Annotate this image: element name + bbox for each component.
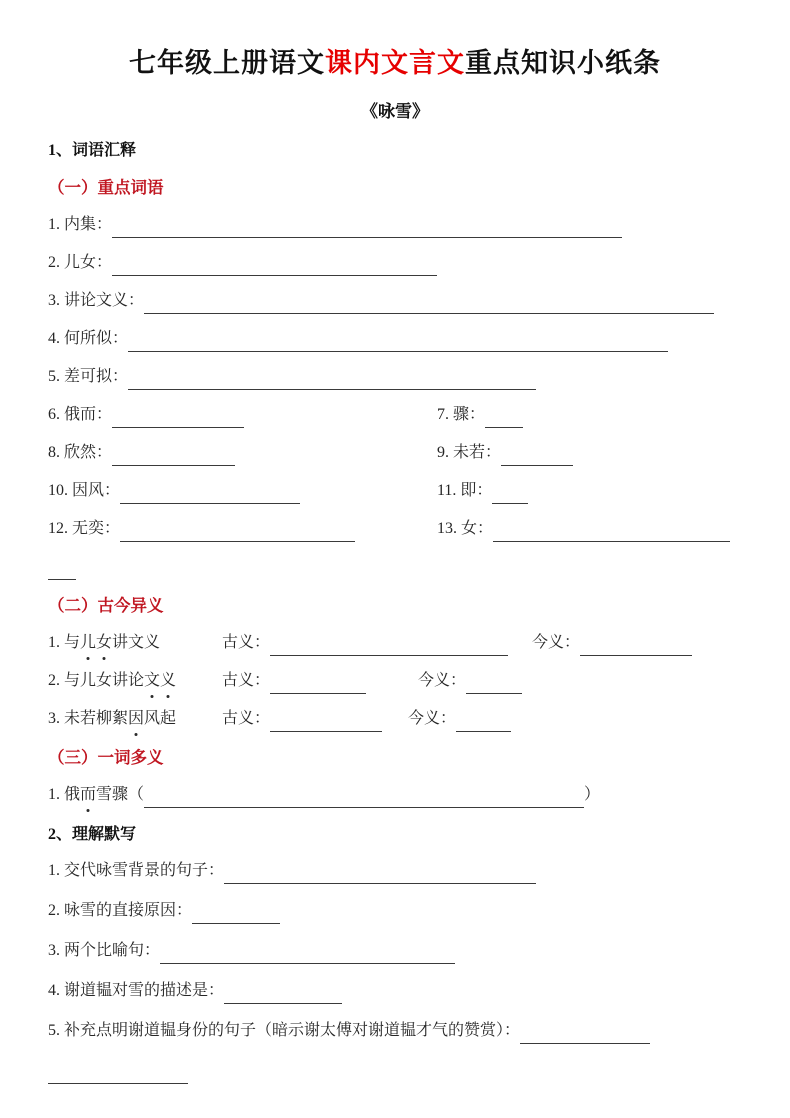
- worksheet-item: [48, 782, 742, 808]
- blank-line: [112, 217, 622, 238]
- item-label: 2. 儿女：: [48, 254, 113, 271]
- item-label: 1. 交代咏雪背景的句子：: [48, 862, 225, 879]
- item-label: 8. 欣然：: [48, 444, 113, 461]
- worksheet-item: [48, 630, 742, 656]
- item-label: 7. 骤：: [437, 406, 486, 423]
- blank-line: [270, 673, 366, 694]
- worksheet-item: [48, 668, 742, 694]
- item-label: 3. 讲论文义：: [48, 292, 145, 309]
- item-label: 1. 与儿女讲文义: [48, 630, 218, 656]
- ancient-meaning-label: 古义：: [222, 710, 271, 727]
- blank-line: [485, 407, 523, 428]
- worksheet-item: [48, 478, 437, 504]
- item-label: 12. 无奕：: [48, 520, 121, 537]
- worksheet-item: [437, 402, 742, 428]
- blank-line: [492, 483, 528, 504]
- dictation-list: [48, 858, 742, 1084]
- blank-line: [112, 407, 244, 428]
- item-label: 1. 俄而雪骤（: [48, 786, 144, 803]
- section-heading-dictation: 2、理解默写: [48, 826, 137, 843]
- worksheet-item: [437, 478, 742, 504]
- subsection-heading-ancient-modern: （二）古今异义: [48, 596, 164, 615]
- worksheet-item: [48, 706, 742, 732]
- blank-line: [192, 903, 280, 924]
- blank-line: [580, 635, 692, 656]
- blank-line: [120, 521, 355, 542]
- modern-meaning-label: 今义：: [418, 672, 467, 689]
- item-label: 9. 未若：: [437, 444, 502, 461]
- worksheet-item: [48, 1018, 742, 1044]
- item-label: 5. 差可拟：: [48, 368, 129, 385]
- item-label: 5. 补充点明谢道韫身份的句子（暗示谢太傅对谢道韫才气的赞赏）：: [48, 1022, 521, 1039]
- worksheet-item: [48, 898, 742, 924]
- worksheet-item-pair: [48, 440, 742, 466]
- item-label: 4. 何所似：: [48, 330, 129, 347]
- blank-line: [48, 1063, 188, 1084]
- ancient-meaning-label: 古义：: [222, 634, 271, 651]
- worksheet-item: [48, 858, 742, 884]
- worksheet-item: [48, 938, 742, 964]
- title-red-highlight: 课内文言文: [325, 48, 465, 78]
- blank-line: [270, 711, 382, 732]
- blank-line: [501, 445, 573, 466]
- blank-line: [48, 559, 76, 580]
- blank-line: [120, 483, 300, 504]
- blank-line: [456, 711, 511, 732]
- blank-line: [144, 293, 714, 314]
- blank-line: [224, 863, 536, 884]
- blank-line: [144, 787, 584, 808]
- subsection-heading-key-words: （一）重点词语: [48, 178, 164, 197]
- item-label: 4. 谢道韫对雪的描述是：: [48, 982, 225, 999]
- worksheet-item: [48, 364, 742, 390]
- blank-line: [128, 331, 668, 352]
- emphasized-chars: 因: [128, 710, 144, 727]
- title-part-right: 重点知识小纸条: [465, 48, 661, 78]
- blank-line: [112, 445, 235, 466]
- emphasized-chars: 而: [80, 786, 96, 803]
- lesson-subtitle: 《咏雪》: [361, 102, 429, 121]
- worksheet-item-pair: [48, 402, 742, 428]
- item-label: 11. 即：: [437, 482, 493, 499]
- ancient-modern-list: [48, 630, 742, 732]
- item-label: 1. 内集：: [48, 216, 113, 233]
- worksheet-item: [48, 326, 742, 352]
- subsection-heading-polysemy: （三）一词多义: [48, 748, 164, 767]
- blank-continuation: [48, 554, 742, 580]
- blank-line: [112, 255, 437, 276]
- blank-line: [270, 635, 508, 656]
- title-part-left: 七年级上册语文: [129, 48, 325, 78]
- item-label: 3. 两个比喻句：: [48, 942, 161, 959]
- item-label: 13. 女：: [437, 520, 494, 537]
- worksheet-item: [48, 402, 437, 428]
- modern-meaning-label: 今义：: [408, 710, 457, 727]
- blank-line: [128, 369, 536, 390]
- item-label: 6. 俄而：: [48, 406, 113, 423]
- ancient-meaning-label: 古义：: [222, 672, 271, 689]
- item-label: 10. 因风：: [48, 482, 121, 499]
- closing-paren: ）: [584, 786, 601, 803]
- key-words-list: [48, 212, 742, 580]
- worksheet-item-pair: [48, 516, 742, 542]
- emphasized-chars: 儿女: [80, 634, 112, 651]
- item-label: 3. 未若柳絮因风起: [48, 706, 218, 732]
- worksheet-item-pair: [48, 478, 742, 504]
- worksheet-item: [48, 288, 742, 314]
- worksheet-item: [437, 440, 742, 466]
- blank-line: [160, 943, 455, 964]
- emphasized-chars: 文义: [144, 672, 176, 689]
- worksheet-item: [48, 440, 437, 466]
- worksheet-item: [48, 212, 742, 238]
- worksheet-item: [48, 250, 742, 276]
- blank-line: [224, 983, 342, 1004]
- blank-line: [520, 1023, 650, 1044]
- polysemy-list: [48, 782, 742, 808]
- blank-continuation: [48, 1058, 742, 1084]
- page-title: [48, 40, 742, 86]
- item-label: 2. 与儿女讲论文义: [48, 668, 218, 694]
- item-label: 2. 咏雪的直接原因：: [48, 902, 193, 919]
- worksheet-item: [437, 516, 742, 542]
- worksheet-item: [48, 516, 437, 542]
- section-heading-word-gloss: 1、词语汇释: [48, 142, 137, 159]
- worksheet-item: [48, 978, 742, 1004]
- blank-line: [493, 521, 730, 542]
- blank-line: [466, 673, 522, 694]
- modern-meaning-label: 今义：: [532, 634, 581, 651]
